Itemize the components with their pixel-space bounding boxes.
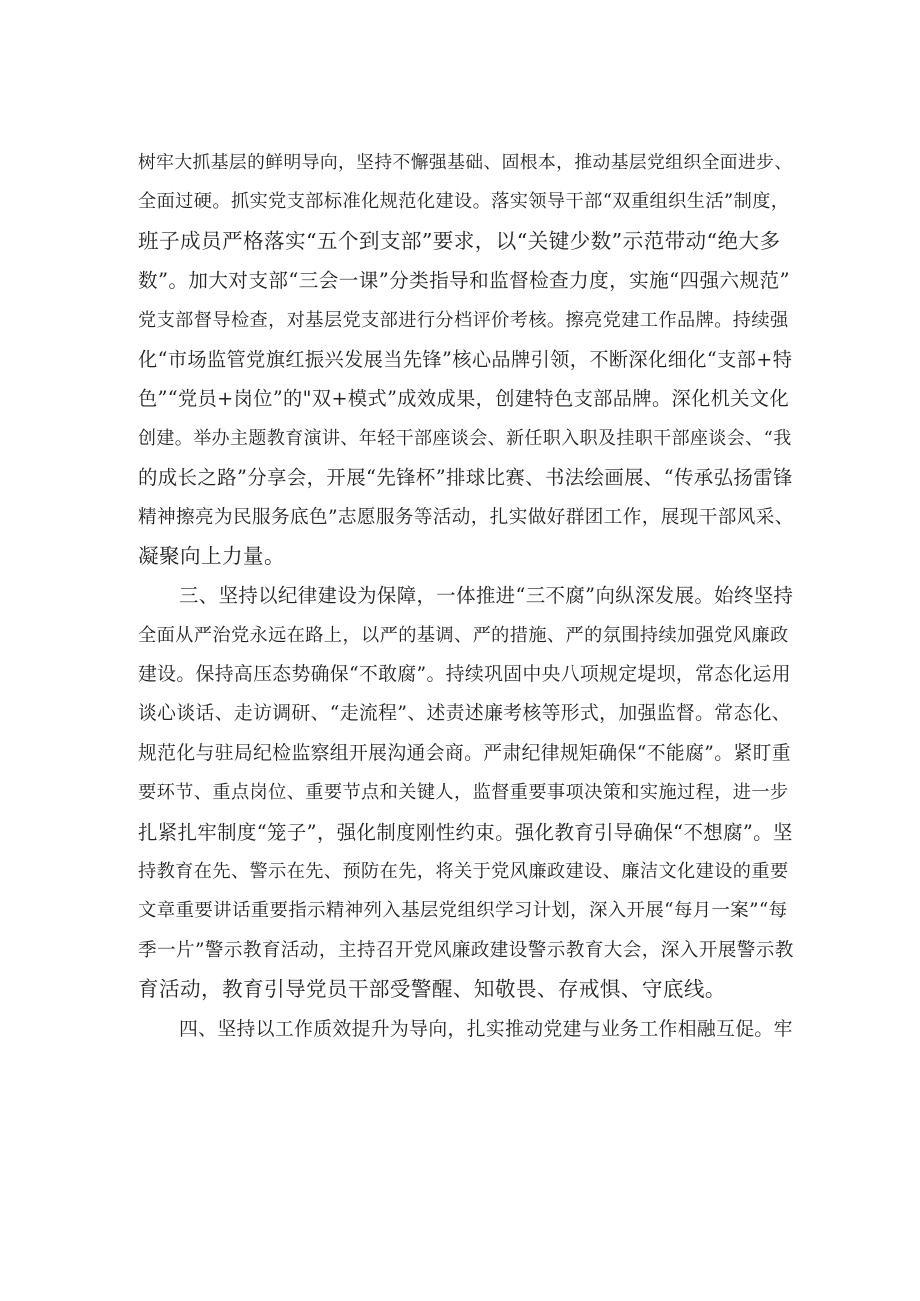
text-line: 创建。举办主题教育演讲、年轻干部座谈会、新任职入职及挂职干部座谈会、“我 [138,427,792,449]
text-line: 色”“党员+岗位”的"双+模式”成效成果，创建特色支部品牌。深化机关文化 [138,387,790,411]
text-line: 扎紧扎牢制度“笼子”，强化制度刚性约束。强化教育引导确保“不想腐”。坚 [138,820,793,844]
text-line: 全面过硬。抓实党支部标准化规范化建设。落实领导干部“双重组织生活”制度， [138,191,790,213]
section-heading-line: 三、坚持以纪律建设为保障，一体推进“三不腐”向纵深发展。始终坚持 [179,584,794,608]
text-line: 数”。加大对支部“三会一课”分类指导和监督检查力度，实施“四强六规范” [138,269,790,293]
text-line: 班子成员严格落实“五个到支部”要求，以“关键少数”示范带动“绝大多 [138,228,781,253]
text-line: 树牢大抓基层的鲜明导向，坚持不懈强基础、固根本，推动基层党组织全面进步、 [138,152,793,173]
text-line: 持教育在先、警示在先、预防在先，将关于党风廉政建设、廉洁文化建设的重要 [138,861,789,883]
text-line: 化“市场监管党旗红振兴发展当先锋”核心品牌引领，不断深化细化“支部+特 [138,347,793,371]
text-line: 全面从严治党永远在路上，以严的基调、严的措施、严的氛围持续加强党风廉政 [138,624,789,646]
text-line: 凝聚向上力量。 [138,543,285,568]
text-line: 精神擦亮为民服务底色”志愿服务等活动，扎实做好群团工作，展现干部风采、 [138,506,794,528]
text-line: 谈心谈话、走访调研、“走流程”、述责述廉考核等形式，加强监督。常态化、 [138,703,791,725]
text-line: 建设。保持高压态势确保“不敢腐”。持续巩固中央八项规定堤坝，常态化运用 [138,664,791,686]
text-line: 党支部督导检查，对基层党支部进行分档评价考核。擦亮党建工作品牌。持续强 [138,309,789,331]
document-body [138,143,794,1049]
text-line: 育活动，教育引导党员干部受警醒、知敬畏、存戒惧、守底线。 [138,977,726,1002]
text-line: 的成长之路”分享会，开展“先锋杯”排球比赛、书法绘画展、“传承弘扬雷锋 [138,466,793,490]
text-line: 季一片”警示教育活动，主持召开党风廉政建设警示教育大会，深入开展警示教 [138,939,794,961]
text-line: 规范化与驻局纪检监察组开展沟通会商。严肃纪律规矩确保“不能腐”。紧盯重 [138,742,791,764]
section-heading-line: 四、坚持以工作质效提升为导向，扎实推动党建与业务工作相融互促。牢 [179,1018,793,1040]
text-line: 要环节、重点岗位、重要节点和关键人，监督重要事项决策和实施过程，进一步 [138,782,789,804]
text-line: 文章重要讲话重要指示精神列入基层党组织学习计划，深入开展“每月一案”“每 [138,900,788,922]
